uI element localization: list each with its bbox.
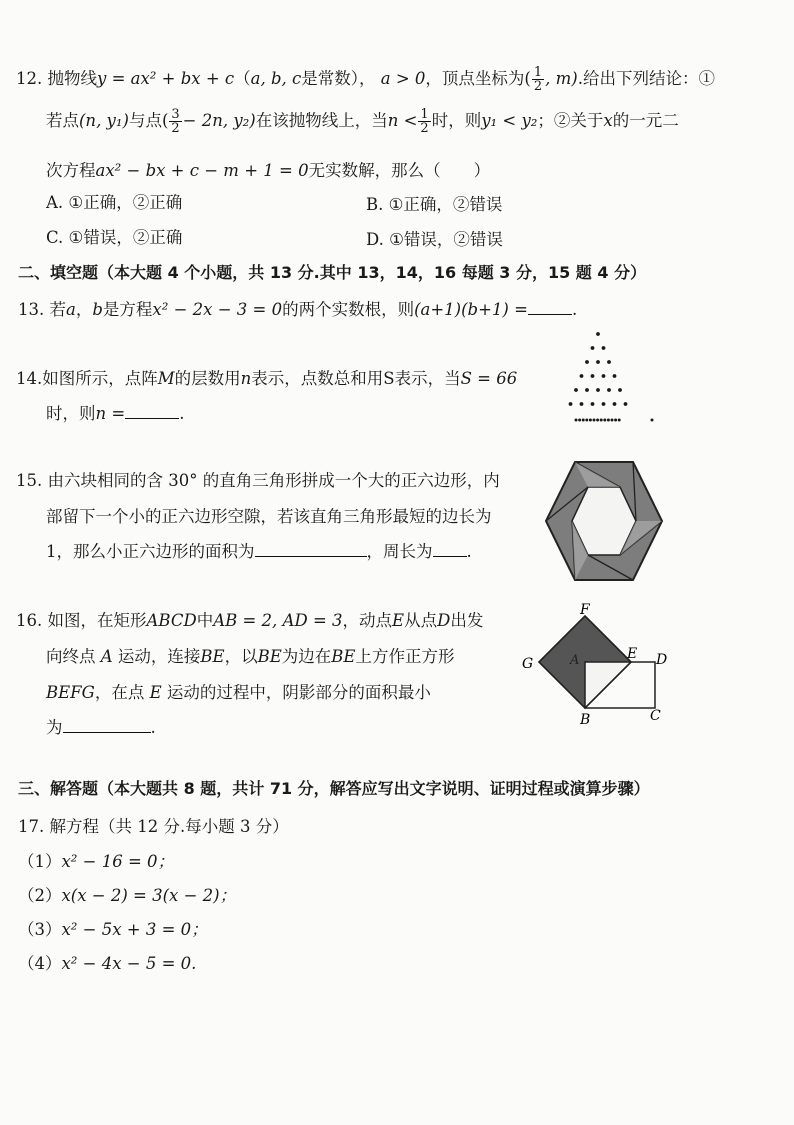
q12-condition: a > 0	[380, 69, 426, 88]
lattice-dot	[596, 332, 600, 336]
q14-text: 表示，点数总和用	[251, 369, 384, 388]
q16-text: 向终点	[46, 647, 96, 666]
q13-var-a: a	[66, 300, 76, 319]
lattice-dot	[607, 388, 611, 392]
q12-n-condition: n <	[387, 111, 418, 130]
q13-var-b: b	[92, 300, 103, 319]
q12-vertex: (	[524, 69, 531, 88]
q17-item	[18, 919, 208, 941]
q12-text: ；②关于	[537, 111, 604, 130]
lattice-dot	[580, 402, 584, 406]
q12-text: 次方程	[46, 161, 96, 180]
q13-text: 的两个实数根，则	[282, 300, 415, 319]
q13-text: .	[571, 300, 578, 319]
q12-text: 在该抛物线上，当	[255, 111, 388, 130]
lattice-dot	[596, 419, 599, 422]
q15-number: 15.	[16, 471, 43, 490]
lattice-dot	[585, 419, 588, 422]
q14-number: 14.	[16, 369, 43, 388]
q14-text: 如图所示，点阵	[42, 369, 158, 388]
q12-line1	[16, 66, 715, 93]
lattice-dot	[602, 346, 606, 350]
fraction-den: 2	[420, 121, 429, 136]
lattice-dot	[593, 419, 596, 422]
section-2-title: 二、填空题（本大题 4 个小题，共 13 分.其中 13，14，16 每题 3 分，15 题 4 分）	[18, 263, 647, 282]
q16-be: BE	[257, 647, 282, 666]
q16-text: 出发	[450, 611, 484, 630]
fraction-den: 2	[533, 79, 543, 94]
q14-text: 表示，当	[394, 369, 461, 388]
lattice-dot	[613, 402, 617, 406]
lattice-dot	[580, 374, 584, 378]
lattice-dot	[618, 419, 621, 422]
q12-line2	[46, 108, 679, 135]
q14-text: 的层数用	[174, 369, 241, 388]
q17-item-number: （2）	[18, 886, 62, 905]
q16-text: ，以	[224, 647, 258, 666]
lattice-dot	[591, 374, 595, 378]
label-f: F	[580, 602, 590, 618]
q16-text: 上方作正方形	[355, 647, 455, 666]
q15-line2: 部留下一个小的正六边形空隙，若该直角三角形最短的边长为	[46, 507, 492, 526]
lattice-dot	[569, 402, 573, 406]
fraction-num: 1	[420, 107, 429, 122]
q15-hexagon-figure	[542, 458, 666, 584]
lattice-dot	[602, 402, 606, 406]
lattice-dot	[596, 360, 600, 364]
q12-option-c: C. ①错误，②正确	[46, 228, 183, 247]
q15-text: .	[466, 542, 472, 561]
q16-line4	[46, 716, 156, 739]
label-g: G	[522, 656, 534, 672]
q17-item-number: （1）	[18, 852, 62, 871]
lattice-dot	[611, 419, 614, 422]
q12-text: 抛物线	[47, 69, 97, 88]
q16-ab: AB = 2,	[213, 611, 278, 630]
fraction-num: 3	[171, 107, 180, 122]
lattice-dot	[613, 374, 617, 378]
q15-line3	[46, 540, 472, 563]
q16-rect: ABCD	[146, 611, 197, 630]
q16-ad: AD = 3	[282, 611, 343, 630]
q12-point2: − 2n, y₂)	[182, 111, 256, 130]
q14-var-n: n	[240, 369, 252, 388]
q16-line2	[46, 646, 454, 668]
lattice-dot	[578, 419, 581, 422]
lattice-dot	[574, 388, 578, 392]
q16-text: 中	[196, 611, 214, 630]
q14-dot-lattice-figure	[540, 328, 660, 440]
q14-text: 时，则	[46, 404, 96, 423]
q12-three-halves	[169, 108, 181, 135]
q16-text: 运动的过程中，阴影部分的面积最小	[166, 683, 431, 702]
q17-item	[18, 953, 196, 975]
q15-text: ，周长为	[366, 542, 433, 561]
q16-text: 为	[46, 718, 63, 737]
lattice-dot	[596, 388, 600, 392]
q12-y-condition: y₁ < y₂	[481, 111, 538, 130]
fraction-num: 1	[533, 65, 543, 80]
q13-equation: x² − 2x − 3 = 0	[152, 300, 283, 319]
q12-text: 与点	[128, 111, 162, 130]
q12-x-var: x	[603, 111, 613, 130]
q14-line2	[46, 402, 184, 425]
q12-number: 12.	[16, 69, 43, 88]
q17-title: 17. 解方程（共 12 分.每小题 3 分）	[18, 817, 289, 836]
label-d: D	[656, 652, 668, 668]
q12-text: 时，则	[431, 111, 482, 130]
q13-text: 是方程	[102, 300, 153, 319]
lattice-dot	[651, 419, 654, 422]
q15-perimeter-blank[interactable]	[433, 540, 467, 557]
q12-half-fraction-2	[418, 108, 430, 135]
q17-item-number: （3）	[18, 920, 62, 939]
q12-text: ，顶点坐标为	[425, 69, 525, 88]
label-e: E	[627, 646, 638, 662]
fraction-den: 2	[171, 121, 180, 136]
q16-be: BE	[200, 647, 225, 666]
q16-square: BEFG	[46, 683, 95, 702]
q12-option-b: B. ①正确，②错误	[366, 195, 503, 214]
section-3-title: 三、解答题（本大题共 8 题，共计 71 分，解答应写出文字说明、证明过程或演算步骤）	[18, 779, 650, 798]
q17-item	[18, 851, 174, 873]
q13-text: 若	[49, 300, 66, 319]
label-c: C	[650, 708, 661, 724]
label-b: B	[580, 712, 591, 728]
q12-text: 是常数），	[301, 69, 376, 88]
q15-area-blank[interactable]	[255, 540, 367, 557]
q12-option-a: A. ①正确，②正确	[46, 193, 183, 212]
q16-point-a: A	[100, 647, 113, 666]
q17-item-equation: x² − 16 = 0；	[61, 852, 175, 871]
q12-text: 的一元二	[612, 111, 679, 130]
q13-answer-blank[interactable]	[528, 298, 572, 315]
q16-point-d: D	[437, 611, 451, 630]
lattice-dot	[614, 419, 617, 422]
lattice-dot	[591, 402, 595, 406]
q12-option-d: D. ①错误，②错误	[366, 230, 503, 249]
lattice-dot	[607, 419, 610, 422]
q12-text: 若点	[46, 111, 79, 130]
lattice-dot	[600, 419, 603, 422]
q12-equation: y = ax² + bx + c	[97, 69, 235, 88]
q14-condition: S = 66	[460, 369, 518, 388]
q17-item	[18, 885, 236, 907]
lattice-dot	[585, 360, 589, 364]
lattice-dot	[618, 388, 622, 392]
q16-text: 运动，连接	[117, 647, 201, 666]
q16-line3	[46, 682, 431, 704]
q16-text: 如图，在矩形	[47, 611, 147, 630]
q14-n-equals: n =	[95, 404, 126, 423]
q17-item-equation: x² − 5x + 3 = 0；	[61, 920, 208, 939]
label-a: A	[570, 653, 580, 668]
q12-text: 无实数解，那么（ ）	[308, 161, 491, 180]
q12-point2: (	[161, 111, 169, 130]
lattice-dot	[607, 360, 611, 364]
q16-number: 16.	[16, 611, 43, 630]
q13-text: ，	[75, 300, 93, 319]
lattice-dot	[591, 346, 595, 350]
q15-text: 由六块相同的含 30° 的直角三角形拼成一个大的正六边形，内	[47, 471, 500, 490]
q16-text: .	[150, 718, 156, 737]
q16-point-e: E	[149, 683, 162, 702]
q16-text: 从点	[404, 611, 438, 630]
q16-line1	[16, 610, 483, 632]
q16-point-e: E	[392, 611, 405, 630]
q16-text: 为边在	[281, 647, 332, 666]
q14-var-m: M	[157, 369, 175, 388]
q12-equation-2: ax² − bx + c − m + 1 = 0	[95, 161, 309, 180]
q13-expression: (a+1)(b+1) =	[414, 300, 528, 319]
q17-item-equation: x(x − 2) = 3(x − 2)；	[61, 886, 237, 905]
lattice-dot	[602, 374, 606, 378]
q16-answer-blank[interactable]	[63, 716, 151, 733]
lattice-dot	[589, 419, 592, 422]
q12-text: （	[234, 69, 251, 88]
q12-text: .给出下列结论：①	[577, 69, 715, 88]
q16-geometry-figure	[518, 602, 688, 732]
lattice-dot	[575, 419, 578, 422]
q12-half-fraction	[532, 66, 544, 93]
q15-text: 1，那么小正六边形的面积为	[46, 542, 255, 561]
lattice-dot	[585, 388, 589, 392]
lattice-dot	[603, 419, 606, 422]
q12-vars: a, b, c	[250, 69, 302, 88]
q12-point1: (n, y₁)	[79, 111, 129, 130]
q16-text: ，动点	[342, 611, 393, 630]
q15-line1	[16, 470, 500, 492]
q12-line3	[46, 160, 490, 182]
lattice-dot	[582, 419, 585, 422]
q16-text: ，在点	[94, 683, 145, 702]
q13-number: 13.	[18, 300, 45, 319]
lattice-dot	[624, 402, 628, 406]
q16-be: BE	[331, 647, 356, 666]
q13-line	[18, 298, 577, 321]
q14-text: .	[179, 404, 185, 423]
q14-var-s: S	[383, 369, 395, 388]
q14-answer-blank[interactable]	[125, 402, 179, 419]
q17-item-number: （4）	[18, 954, 62, 973]
q12-vertex: , m)	[545, 69, 578, 88]
q17-item-equation: x² − 4x − 5 = 0.	[61, 954, 197, 973]
q14-line1	[16, 368, 517, 390]
